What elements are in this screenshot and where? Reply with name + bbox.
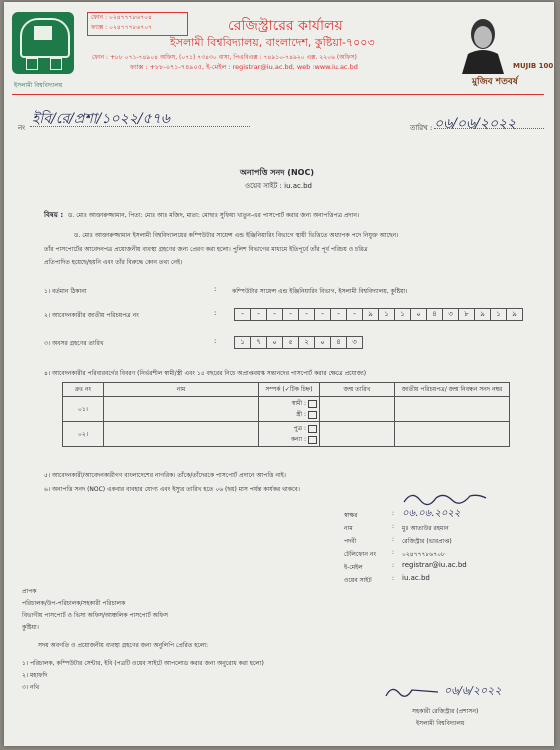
family-table — [62, 382, 510, 447]
sig-label-website: ওয়েব সাইট — [344, 577, 372, 584]
col-name: নাম — [104, 383, 259, 397]
portrait-image — [460, 14, 506, 74]
phone-box-line: ফোন : ০২৪৭৭৭৮৬৭০৪ — [91, 14, 152, 21]
address-value: কম্পিউটার সায়েন্স এন্ড ইঞ্জিনিয়ারিং বিভাগ, ইসলামী বিশ্ববিদ্যালয়, কুষ্টিয়া। — [232, 288, 408, 295]
nid-digit-boxes — [234, 308, 523, 321]
ref-label: নং — [18, 124, 26, 132]
relation-checkbox[interactable] — [308, 436, 317, 444]
nid-digit: ৯ — [363, 309, 379, 320]
relation-label: কন্যা : — [290, 436, 306, 443]
recipient-line: কুষ্টিয়া। — [22, 624, 39, 631]
relation-label: স্ত্রী : — [296, 411, 306, 418]
logo-caption: ইসলামী বিশ্ববিদ্যালয় — [14, 82, 63, 89]
retire-digit: ২ — [299, 337, 315, 348]
nid-digit: - — [283, 309, 299, 320]
subject-text: ড. মোঃ আক্তারুজ্জামান, পিতা: মোঃ আঃ মজিদ, মাতা: মোছাঃ সুফিয়া খাতুন-এর পাসপোর্ট করার জন্য অনাপত্তিপত্র প্রদান। — [68, 212, 360, 219]
body-line: প্রতিপাদিত হয়েছে/হয়নি এবং তাঁর বিরুদ্ধে কোন তথ্য নেই। — [44, 259, 183, 266]
nid-colon: : — [214, 309, 217, 317]
retire-digit: ৭ — [251, 337, 267, 348]
nid-digit: ৯ — [512, 310, 517, 318]
col-relation: সম্পর্ক (✓টিক চিহ্ন) — [259, 383, 320, 397]
retire-digit: ৫ — [283, 337, 299, 348]
note-line: ৫। আবেদনকারী/আবেদনকারীগণ বাংলাদেশের নাগরিক। তাঁকে/তাঁদেরকে পাসপোর্ট প্রদানে আপত্তি নাই। — [44, 472, 286, 479]
nid-digit: - — [299, 309, 315, 320]
sig-label-signature: স্বাক্ষর — [344, 512, 358, 519]
recipient-line: পরিচালক/উপ-পরিচালক/সহকারী পরিচালক — [22, 600, 126, 607]
sig-value-name: মুঃ আতাউর রহমান — [402, 525, 449, 532]
retire-digit: ০ — [267, 337, 283, 348]
footer-sign-date: ০৬/৬/২০২২ — [444, 684, 502, 697]
relation-checkbox[interactable] — [308, 411, 317, 419]
address-label: ১। বর্তমান ঠিকানা — [44, 288, 87, 295]
logo-gear-icon — [50, 58, 62, 70]
nid-digit: - — [235, 309, 251, 320]
note-line: ৬। অনাপত্তি সনদ (NOC) একবার ব্যবহার যোগ্য এবং ইস্যুর তারিখ হতে ০৬ (ছয়) মাস পর্যন্ত কার্যকর থাকবে। — [44, 486, 300, 493]
ref-dotted-line — [30, 126, 250, 127]
logo-book-icon — [34, 26, 52, 40]
relation-label: স্বামী : — [291, 400, 306, 407]
nid-digit: ৯ — [475, 309, 491, 320]
recipient-line: বিভাগীয় পাসপোর্ট ও ভিসা অফিস/আঞ্চলিক পাসপোর্ট অফিস — [22, 612, 168, 619]
sig-value-designation: রেজিস্ট্রার (ভারপ্রাপ্ত) — [402, 538, 452, 545]
phone-box-line: ফ্যাক্স : ০২৪৭৭৭৮৬৭০৭ — [91, 24, 153, 31]
retire-label: ৩। অবসর গ্রহণের তারিখ — [44, 340, 104, 347]
mujib-years: MUJIB 100 — [513, 62, 554, 70]
copy-note: সদয় অবগতি ও প্রয়োজনীয় ব্যবস্থা গ্রহণের জন্য অনুলিপি প্রেরিত হলো: — [38, 642, 209, 649]
footer-title: সহকারী রেজিস্ট্রার (প্রশাসন) — [412, 708, 479, 715]
row-nid — [395, 422, 510, 447]
nid-digit: - — [267, 309, 283, 320]
nid-digit: ১ — [379, 309, 395, 320]
retire-digit-boxes — [234, 336, 363, 349]
relation-checkbox[interactable] — [308, 400, 317, 408]
row-relation — [259, 422, 320, 447]
date-dotted-line — [434, 128, 544, 129]
row-relation — [259, 397, 320, 422]
office-title: রেজিস্ট্রারের কার্যালয় — [228, 18, 343, 34]
sig-label-name: নাম — [344, 525, 353, 532]
header-divider — [12, 94, 544, 95]
nid-digit: ৮ — [459, 309, 475, 320]
table-row — [63, 422, 510, 447]
retire-digit: ৩ — [352, 338, 357, 346]
retire-digit: ১ — [235, 337, 251, 348]
recipient-line: প্রাপক — [22, 588, 37, 595]
copy-item: ৩। নথি — [22, 684, 40, 691]
row-dob — [320, 397, 395, 422]
website-line: ওয়েব সাইট : iu.ac.bd — [245, 182, 312, 190]
row-nid — [395, 397, 510, 422]
phone-line: ফোন : +৮৮ ০৭১-৭৪৯০৪ অফিস, (০৭১) ৭৩৪৩০ বাসা, পিএবিএক্স : ৭৪৯১০-৭৪৯২০ এক্স. ২২০৬ (অফিস) — [92, 54, 357, 61]
sig-label-email: ই-মেইল — [344, 564, 363, 571]
row-name — [104, 397, 259, 422]
row-serial: ০১। — [63, 397, 104, 422]
nid-digit: ১ — [395, 309, 411, 320]
relation-checkbox[interactable] — [308, 425, 317, 433]
col-dob: জন্ম তারিখ — [320, 383, 395, 397]
retire-digit: ০ — [315, 337, 331, 348]
col-serial: ক্রঃ নং — [63, 383, 104, 397]
footer-org: ইসলামী বিশ্ববিদ্যালয় — [416, 720, 465, 727]
assistant-registrar-signature — [382, 680, 442, 704]
nid-digit: ৩ — [443, 309, 459, 320]
nid-digit: ০ — [411, 309, 427, 320]
ref-number: ইবি/রে/প্রশা/১০২২/৫৭৬ — [32, 111, 170, 127]
sig-value-email: registrar@iu.ac.bd — [402, 561, 467, 569]
subject-label: বিষয় : — [44, 211, 64, 219]
family-header-row — [63, 383, 510, 397]
sig-value-phone: ০২৪৭৭৭৮৬৭০৮ — [402, 551, 445, 558]
mujib-badge: মুজিব শতবর্ষ — [472, 77, 518, 87]
document-page: ইসলামী বিশ্ববিদ্যালয় ফোন : ০২৪৭৭৭৮৬৭০৪ ফ্যাক্স : ০২৪৭৭৭৮৬৭০৭ রেজিস্ট্রারের কার্যালয় ইসলামী বিশ্ববিদ্যালয়, বাংলাদেশ, কুষ্টিয়া-৭০০৩ ফোন : +৮৮ ০৭১-৭৪৯০৪ অফিস, (০৭১) ৭৩৪৩০ বাসা, পিএবিএক্স : ৭৪৯১০-৭৪৯২০ এক্স. ২২০৬ (অফিস) ফ্যাক্স : +৮৮-০৭১-৭৪৯০৫, ই-মেইল : registrar@iu.ac.bd, web :www.iu.ac.bd মুজিব শতবর্ষ MUJIB 100 নং ইবি/রে/প্রশা/১০২২/৫৭৬ তারিখ : ০৬/০৬/২০২২ অনাপত্তি সনদ (NOC) ওয়েব সাইট : iu.ac.bd বিষয় : ড. মোঃ আক্তারুজ্জামান, পিতা: মোঃ আঃ মজিদ, মাতা: মোছাঃ সুফিয়া খাতুন-এর পাসপোর্ট করার জন্য অনাপত্তিপত্র প্রদান। ড. মোঃ আক্তারুজ্জামান ইসলামী বিশ্ববিদ্যালয়ের কম্পিউটার সায়েন্স এন্ড ইঞ্জিনিয়ারিং বিভাগে স্থায়ী ভিত্তিতে অধ্যাপক পদে নিযুক্ত আছেন। তাঁর পাসপোর্টের আবেদনপত্র প্রয়োজনীয় ব্যবস্থা গ্রহণের জন্য প্রেরণ করা হলো। পুলিশ বিভাগের মাধ্যমে ইতিপূর্বে তাঁর পূর্ব পরিচয় ও চরিত্র প্রতিপাদিত হয়েছে/হয়নি এবং তাঁর বিরুদ্ধে কোন তথ্য নেই। ১। বর্তমান ঠিকানা : কম্পিউটার সায়েন্স এন্ড ইঞ্জিনিয়ারিং বিভাগ, ইসলামী বিশ্ববিদ্যালয়, কুষ্টিয়া। ২। আবেদনকারীর জাতীয় পরিচয়পত্র নং : - - - - - - - - ৯ ১ ১ ০ ৪ ৩ ৮ ৯ ১ ৯ ৩। অবসর গ্রহণের তারিখ : ১ ৭ ০ ৫ ২ ০ ৪ ৩ ৪। আবেদনকারীর পরিবারবর্গের বিবরণ (নির্ভরশীল স্বামী/স্ত্রী এবং ১৫ বছরের নিচে অপ্রাপ্তবয়স্ক সন্তানদের পাসপোর্ট করার ক্ষেত্রে প্রযোজ্য) ক্রঃ নং নাম সম্পর্ক (✓টিক চিহ্ন) জন্ম তারিখ জাতীয় পরিচয়পত্র/ জন্ম নিবন্ধন সনদ নম্বর ০১। স্বামী : স্ত্রী : ০২। পুত্র : কন্যা : ৫। আবেদনকারী/আবেদনকারীগণ বাংলাদেশের নাগরিক। তাঁকে/তাঁদেরকে পাসপোর্ট প্রদানে আপত্তি নাই। ৬। অনাপত্তি সনদ (NOC) একবার ব্যবহার যোগ্য এবং ইস্যুর তারিখ হতে ০৬ (ছয়) মাস পর্যন্ত কার্যকর থাকবে। স্বাক্ষর নাম পদবী টেলিফোন নং ই-মেইল ওয়েব সাইট : : : : : : ০৬.০৬.২০২২ মুঃ আতাউর রহমান রেজিস্ট্রার (ভারপ্রাপ্ত) ০২৪৭৭৭৮৬৭০৮ registrar@iu.ac.bd iu.ac.bd প্রাপক পরিচালক/উপ-পরিচালক/সহকারী পরিচালক বিভাগীয় পাসপোর্ট ও ভিসা অফিস/আঞ্চলিক পাসপোর্ট অফিস কুষ্টিয়া। সদয় অবগতি ও প্রয়োজনীয় ব্যবস্থা গ্রহণের জন্য অনুলিপি প্রেরিত হলো: ১। পরিচালক, কম্পিউটার সেন্টার, ইবি (পত্রটি ওয়েব সাইটে আপলোড করার জন্য অনুরোধ করা হলো) ২। মহাফদি ৩। নথি ০৬/৬/২০২২ সহকারী রেজিস্ট্রার (প্রশাসন) ইসলামী বিশ্ববিদ্যালয় — [4, 2, 554, 746]
family-heading: ৪। আবেদনকারীর পরিবারবর্গের বিবরণ (নির্ভরশীল স্বামী/স্ত্রী এবং ১৫ বছরের নিচে অপ্রাপ্তবয়স্ক সন্তানদের পাসপোর্ট করার ক্ষেত্রে প্রযোজ্য) — [44, 370, 367, 377]
nid-digit: - — [331, 309, 347, 320]
body-line: ড. মোঃ আক্তারুজ্জামান ইসলামী বিশ্ববিদ্যালয়ের কম্পিউটার সায়েন্স এন্ড ইঞ্জিনিয়ারিং বিভাগে স্থায়ী ভিত্তিতে অধ্যাপক পদে নিযুক্ত আছেন। — [74, 232, 399, 239]
retire-digit: ৪ — [331, 337, 347, 348]
col-nid: জাতীয় পরিচয়পত্র/ জন্ম নিবন্ধন সনদ নম্বর — [395, 383, 510, 397]
nid-digit: ৪ — [427, 309, 443, 320]
logo-emblem-icon — [26, 58, 38, 70]
row-serial: ০২। — [63, 422, 104, 447]
date-label: তারিখ : — [410, 124, 433, 132]
row-name — [104, 422, 259, 447]
table-row — [63, 397, 510, 422]
university-name: ইসলামী বিশ্ববিদ্যালয়, বাংলাদেশ, কুষ্টিয়া-৭০০৩ — [170, 36, 375, 49]
nid-digit: ১ — [491, 309, 507, 320]
sig-label-designation: পদবী — [344, 538, 357, 545]
sig-value-website: iu.ac.bd — [402, 574, 430, 582]
sig-label-phone: টেলিফোন নং — [344, 551, 377, 558]
phone-box — [87, 12, 188, 36]
copy-item: ২। মহাফদি — [22, 672, 48, 679]
registrar-signature — [400, 488, 490, 508]
relation-label: পুত্র : — [293, 425, 306, 432]
nid-digit: - — [315, 309, 331, 320]
university-logo — [12, 12, 74, 74]
address-colon: : — [214, 285, 217, 293]
fax-line: ফ্যাক্স : +৮৮-০৭১-৭৪৯০৫, ই-মেইল : registrar@iu.ac.bd, web :www.iu.ac.bd — [130, 63, 358, 71]
nid-digit: - — [347, 309, 363, 320]
body-line: তাঁর পাসপোর্টের আবেদনপত্র প্রয়োজনীয় ব্যবস্থা গ্রহণের জন্য প্রেরণ করা হলো। পুলিশ বিভাগের মাধ্যমে ইতিপূর্বে তাঁর পূর্ব পরিচয় ও চরিত্র — [44, 246, 368, 253]
copy-item: ১। পরিচালক, কম্পিউটার সেন্টার, ইবি (পত্রটি ওয়েব সাইটে আপলোড করার জন্য অনুরোধ করা হলো) — [22, 660, 264, 667]
retire-colon: : — [214, 337, 217, 345]
date-value: ০৬/০৬/২০২২ — [434, 116, 517, 132]
nid-label: ২। আবেদনকারীর জাতীয় পরিচয়পত্র নং — [44, 312, 139, 319]
row-dob — [320, 422, 395, 447]
document-title: অনাপত্তি সনদ (NOC) — [240, 168, 314, 177]
sig-value-date: ০৬.০৬.২০২২ — [402, 508, 461, 519]
nid-digit: - — [251, 309, 267, 320]
